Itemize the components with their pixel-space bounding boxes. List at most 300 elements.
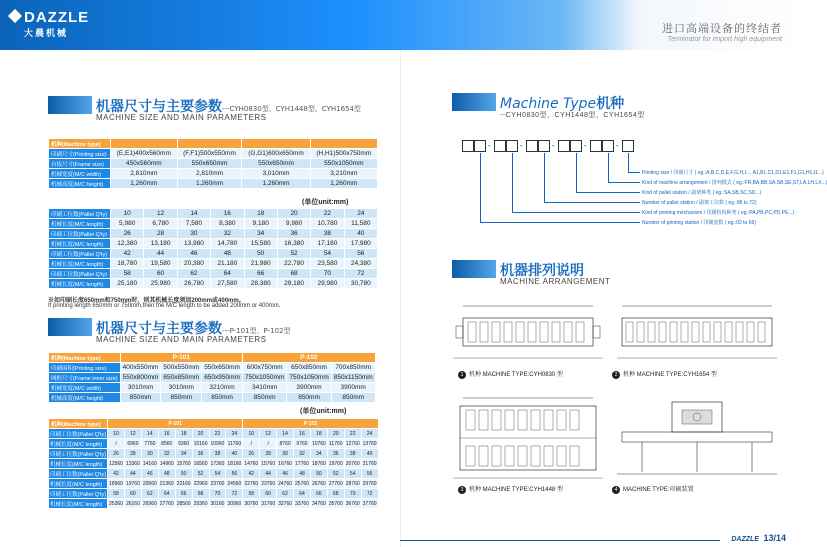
leader-line: [544, 202, 640, 203]
leader-line: [544, 153, 545, 202]
table-cell: 17,980: [344, 239, 377, 249]
arrangement-title-en: MACHINE ARRANGEMENT: [500, 277, 611, 286]
table-cell: 500x550mm: [161, 363, 202, 373]
table-cell: 14: [141, 429, 158, 439]
table-cell: 14: [277, 429, 294, 439]
table-cell: 9360: [175, 439, 192, 449]
table-cell: 14960: [159, 460, 174, 467]
drawing-printing-unit: [612, 392, 782, 484]
table-cell: 19760: [125, 480, 140, 487]
table-cell: 58: [111, 269, 144, 279]
table-cell: 14760: [244, 460, 259, 467]
table-cell: 3410mm: [242, 383, 286, 393]
table-cell: 850mm: [331, 393, 375, 403]
table-cell: 24: [226, 429, 243, 439]
table-cell: 23760: [210, 480, 225, 487]
table-cell: 40: [361, 449, 378, 459]
table-cell: 18,780: [111, 259, 144, 269]
table-cell: 24560: [227, 480, 242, 487]
footer-brand: DAZZLE: [731, 536, 759, 543]
table-cell: 9,980: [277, 219, 310, 229]
table-cell: 15760: [176, 460, 191, 467]
table-cell: 56: [226, 469, 243, 479]
caption-printing-unit: 4 MACHINE TYPE:印刷装置: [612, 484, 694, 494]
legend-item: Kind of printing mechanism / 印刷机构种类 ( eg.:PA,PB,PC,PD,PE...): [642, 210, 795, 216]
table-cell: 21,180: [211, 259, 244, 269]
leader-line: [512, 153, 513, 212]
table-cell: 66: [175, 489, 192, 499]
table-cell: 62: [277, 489, 294, 499]
table-cell: 11760: [227, 440, 242, 447]
table-cell: 机械高度(M/C height): [49, 179, 111, 189]
table-cell: 33760: [295, 500, 309, 507]
table-cell: 21360: [159, 480, 174, 487]
table-cell: 10: [108, 429, 125, 439]
table-cell: 22: [209, 429, 226, 439]
table-cell: 13360: [125, 460, 140, 467]
table-cell: 3900mm: [331, 383, 375, 393]
table-cell: 22160: [176, 480, 191, 487]
table-cell: 1,260mm: [111, 179, 178, 189]
section1-title-en: MACHINE SIZE AND MAIN PARAMETERS: [96, 113, 267, 122]
table-cell: 印刷工位数(Pallet Q'ty): [49, 429, 108, 439]
machine-type-models: --CYH0830型、CYH1448型、CYH1654型: [500, 112, 645, 119]
table-row: [49, 469, 379, 479]
table-cell: 32: [158, 449, 175, 459]
table-cell: 28,380: [244, 279, 277, 289]
table-cell: 28760: [345, 480, 360, 487]
table-cell: 68: [192, 489, 209, 499]
table-cell: 台板尺寸(Frame size): [49, 159, 111, 169]
table-cell: 印刷工位数(Pallet Q'ty): [49, 489, 108, 499]
table-cell: 12760: [345, 440, 360, 447]
table-cell: 29760: [362, 480, 377, 487]
table-cell: 15,580: [244, 239, 277, 249]
table-cell: 550x650mm: [242, 159, 310, 169]
table-cell: 550x1050mm: [310, 159, 377, 169]
caption-cyh1654: 2 机种 MACHINE TYPE:CYH1654 型: [612, 369, 717, 379]
table-cell: 26: [243, 449, 260, 459]
table-cell: 42: [111, 249, 144, 259]
table-cell: 17760: [295, 460, 309, 467]
table-cell: 19760: [328, 460, 343, 467]
tagline-cn: 进口高端设备的终结者: [662, 22, 782, 35]
table-cell: 26: [108, 449, 125, 459]
table-cell: 23760: [261, 480, 276, 487]
table-cell: 58: [243, 489, 260, 499]
table-cell: 32: [294, 449, 311, 459]
table-row: [49, 219, 378, 229]
table-cell: 机械高度(M/C height): [49, 393, 121, 403]
table-cell: 30160: [210, 500, 225, 507]
table-cell: 28: [144, 229, 177, 239]
table-cell: 1,260mm: [242, 179, 310, 189]
table-cell: 18960: [109, 480, 123, 487]
table-cell: 62: [177, 269, 210, 279]
table-cell: 机械长度(M/C length): [49, 219, 111, 229]
section1-note-cn: ※如印刷长度650mm和750mm时，则其机械长度须加200mm或400mm。: [48, 298, 245, 304]
arrangement-title: 机器排列说明: [500, 263, 584, 279]
brand-logo: [12, 9, 89, 39]
table-cell: 网框尺寸(Frame inner size): [49, 373, 121, 383]
table-row: [49, 439, 379, 449]
heading-bar: [452, 93, 496, 111]
table-cell: 10160: [193, 440, 208, 447]
drawing-cyh1654: [612, 298, 782, 368]
table-cell: 60: [260, 489, 277, 499]
table-cell: 8,380: [211, 219, 244, 229]
table-cell: 29360: [193, 500, 208, 507]
table-row: [49, 229, 378, 239]
table-cell: 56: [344, 249, 377, 259]
table-cell: 48: [158, 469, 175, 479]
leader-line: [480, 222, 640, 223]
table-row: [49, 363, 376, 373]
table-cell: 17360: [210, 460, 225, 467]
table-row: [49, 159, 378, 169]
table-cell: 6960: [124, 439, 141, 449]
leader-line: [576, 153, 577, 192]
table-cell: 22: [344, 429, 361, 439]
table-cell: P-101: [108, 419, 243, 429]
table-cell: 12: [260, 429, 277, 439]
table-cell: 20560: [142, 480, 157, 487]
table-cell: 10: [243, 429, 260, 439]
table-cell: 10960: [210, 440, 225, 447]
table-cell: 印刷工位数(Pallet Q'ty): [49, 449, 108, 459]
caption-cyh1448: 3 机种 MACHINE TYPE:CYH1448 型: [458, 484, 563, 494]
table-cell: 650x850mm: [287, 363, 331, 373]
table-cell: 15760: [261, 460, 276, 467]
table-cell: 400x550mm: [120, 363, 161, 373]
table-row: [49, 279, 378, 289]
table-cell: 46: [277, 469, 294, 479]
table-cell: 26960: [142, 500, 157, 507]
table-cell: 18: [244, 209, 277, 219]
table-cell: 650x850mm: [161, 373, 202, 383]
table-cell: 11,580: [344, 219, 377, 229]
table-cell: 18760: [311, 460, 326, 467]
table-cell: 20,380: [177, 259, 210, 269]
table-cell: 25,980: [144, 279, 177, 289]
table-cell: 16560: [193, 460, 208, 467]
table-cell: (F,F1)500x550mm: [177, 149, 242, 159]
table-cell: P-102: [242, 353, 375, 363]
table-row: [49, 169, 378, 179]
table-cell: 46: [141, 469, 158, 479]
table-cell: 54: [311, 249, 344, 259]
table-cell: 26760: [311, 480, 326, 487]
table-cell: 50: [175, 469, 192, 479]
table-cell: 16: [294, 429, 311, 439]
table-cell: 印刷工位数(Pallet Q'ty): [49, 269, 111, 279]
brochure-spread: DAZZLE 大晨机械 进口高端设备的终结者 Terminator for import high equipment 机器尺寸与主要参数---CYH0830型、CYH1448型、CYH1654型 MACHINE SIZE AND MAIN PARAMETERS 机种(Machine type) 印刷尺寸(Printing size) (E,E1)400x560mm (F,F1)500x550mm (G,G1)600x650mm (H,H1)500x750mm 台板尺寸(Frame size) 450x560mm 550x650mm 550x650mm 550x1050mm 机械宽度(M/C width) 2,810mm 2,810mm 3,010mm 3,210mm 机械高度(M/C height) 1,260mm 1,260mm 1,260mm 1,260mm (单位unit:mm) 印刷工位数(Pallet Q'ty) 10 12 14 16 18 20 22 24 机械长度(M/C length) 5,980 6,780 7,580 8,380 9,180 9,980 10,780 11,580 印刷工位数(Pallet Q'ty) 26 28 30 32 34 36 38 40 机械长度(M/C length) 12,380 13,180 13,980 14,780 15,580 16,380 17,180 17,980 印刷工位数(Pallet Q'ty) 42 44 46 48 50 52 54 56 机械长度(M/C length) 18,780 19,580 20,380 21,180 21,980 22,780 23,580 24,380 印刷工位数(Pallet Q'ty) 58 60 62 64 66 68 70 72 机械长度(M/C length) 25,180 25,980 26,780 27,580 28,380 29,180 29,980 30,780 ※如印刷长度650mm和750mm时，则其机械长度须加200mm或400mm。 If printing length 650mm or 750mm,then the M/C length to be added 200mm or 400mm. 机器尺寸与主要参数---P-101型、P-102型 MACHINE SIZE AND MAIN PARAMETERS 机种(Machine type) P-101 P-102 印刷面积(Printing size) 400x550mm 500x550mm 550x650mm 600x750mm 650x850mm 700x850mm 网框尺寸(Frame inner size) 550x800mm 650x850mm 650x950mm 750x1050mm 750x1050mm 850x1150mm 机械宽度(M/C width) 3010mm 3010mm 3210mm 3410mm 3900mm 3900mm 机械高度(M/C height) 850mm 850mm 850mm 850mm 850mm 850mm (单位unit:mm) 机种(Machine type) P-101 P-102 印刷工位数(Pallet Q'ty) 10 12 14 16 18 20 22 24 10 12 14 16 18 20 22 24 机械长度(M/C length) / 6960 7760 8560 9360 10160 10960 11760 / / 8760 9760 10760 11760 12760 13760 印刷工位数(Pallet Q'ty) 26 28 30 32 34 36 38 40 26 28 30 32 34 36 38 40 机械长度(M/C length) 12560 13360 14160 14960 15760 16560 17360 18160 14760 15760 16760 17760 18760 19760 20760 21760 印刷工位数(Pallet Q'ty) 42 44 46 48 50 52 54 56 42 44 46 48 50 52 54 56 机械长度(M/C length) 18960 19760 20560 21360 22160 22960 23760 24560 22760 23760 24760 25760 26760 27760 28760 29760 印刷工位数(Pallet Q'ty) 58 60 62 64 66 68 70 72 58 60 62 64 66 68 70 72 机械长度(M/C length) 25360 26160 26960 27760 28560 29360 30160 30960 30760 31760 32760 33760 34760 35760 36760 37760 Machine Type机种 --CYH0830型、CYH1448型、CYH1654型 - - - - - Printing size / 印刷尺寸 ( eg.:A,B,C,D,E,F,G,H,I..., A1,B1,C1,D1,E1,F1,G1,H1,I1...) Kind of machine arrangement / 排列模式 ( eg.:FR,BA,BB,SA,SB,SE,ST,LA,LH,LX...) Kind of pallet station / 副架种类 ( eg.:SA,SB,SC,SD...) Number of pallet station / 副架工位数 ( eg.:08 to 72) Kind of printing mechanism / 印刷机构种类 ( eg.:PA,PB,PC,PD,PE...) Number of printing station / 印刷套数 ( eg.:02 to 66) 机器排列说明 MACHINE ARRANGEMENT 1 机种 MACHINE TYPE:CYH0830 型 2 机种 MACHINE TYPE:CYH1654 型 3 机种 MACHINE TYPE:CYH1448 型 4 MACHINE TYPE:印刷装置 DAZZLE 13/14: [0, 0, 800, 547]
page-numbers: 13/14: [763, 533, 786, 543]
table-cell: 40: [226, 449, 243, 459]
table-cell: 18: [175, 429, 192, 439]
table-row: [49, 429, 379, 439]
table-cell: 26160: [125, 500, 140, 507]
table-cell: 44: [124, 469, 141, 479]
table-cell: (H,H1)500x750mm: [310, 149, 377, 159]
table-cell: 10,780: [311, 219, 344, 229]
drawing-cyh1448: [448, 392, 608, 484]
table-cell: 24: [344, 209, 377, 219]
table-cell: 550x650mm: [177, 159, 242, 169]
section2-length-table: [48, 418, 379, 509]
table-cell: 27760: [159, 500, 174, 507]
table-cell: 机种(Machine type): [49, 353, 121, 363]
table-cell: 44: [260, 469, 277, 479]
table-row: [49, 383, 376, 393]
table-cell: 11760: [329, 440, 343, 447]
table-cell: 28: [260, 449, 277, 459]
table-cell: 34: [175, 449, 192, 459]
table-cell: 68: [327, 489, 344, 499]
table-cell: 24,380: [344, 259, 377, 269]
table-row: [49, 249, 378, 259]
table-cell: P-102: [243, 419, 378, 429]
table-cell: 550x800mm: [120, 373, 161, 383]
table-cell: 38: [209, 449, 226, 459]
table-cell: 3,010mm: [242, 169, 310, 179]
table-cell: /: [108, 439, 125, 449]
table-cell: 850mm: [242, 393, 286, 403]
table-cell: 25360: [109, 500, 123, 507]
table-cell: /: [243, 439, 260, 449]
table-cell: 60: [144, 269, 177, 279]
table-cell: (E,E1)400x560mm: [111, 149, 178, 159]
table-cell: 54: [344, 469, 361, 479]
table-cell: 12: [144, 209, 177, 219]
table-cell: 66: [310, 489, 327, 499]
table-cell: 37760: [362, 500, 377, 507]
table-cell: 60: [124, 489, 141, 499]
table-cell: 34: [244, 229, 277, 239]
section1-title: 机器尺寸与主要参数---CYH0830型、CYH1448型、CYH1654型: [96, 99, 361, 115]
table-cell: 30,780: [344, 279, 377, 289]
table-cell: [242, 139, 310, 149]
table-cell: 50: [310, 469, 327, 479]
table-cell: 70: [344, 489, 361, 499]
table-cell: 机械宽度(M/C width): [49, 169, 111, 179]
table-cell: 850mm: [120, 393, 161, 403]
leader-line: [608, 153, 609, 182]
table-cell: 机械长度(M/C length): [49, 459, 108, 469]
table-cell: 25760: [295, 480, 309, 487]
table-cell: 30: [277, 449, 294, 459]
table-cell: 27,580: [211, 279, 244, 289]
table-cell: 38: [311, 229, 344, 239]
table-cell: 13760: [362, 440, 377, 447]
table-cell: 27760: [328, 480, 343, 487]
caption-cyh0830: 1 机种 MACHINE TYPE:CYH0830 型: [458, 369, 563, 379]
leader-line: [608, 182, 640, 183]
table-row: [49, 479, 379, 489]
table-cell: 机械长度(M/C length): [49, 439, 108, 449]
table-cell: 34: [310, 449, 327, 459]
brand-name-en: DAZZLE: [24, 9, 90, 26]
table-cell: 9,180: [244, 219, 277, 229]
table-row: [49, 353, 376, 363]
table-cell: 12,380: [111, 239, 144, 249]
table-row: [49, 449, 379, 459]
table-cell: 14: [177, 209, 210, 219]
table-cell: 36: [277, 229, 310, 239]
table-cell: 2,810mm: [177, 169, 242, 179]
table-cell: 64: [211, 269, 244, 279]
table-cell: 3,210mm: [310, 169, 377, 179]
table-cell: 18160: [227, 460, 242, 467]
tagline: [662, 20, 782, 43]
table-cell: 52: [192, 469, 209, 479]
table-row: [49, 373, 376, 383]
leader-line: [576, 192, 640, 193]
table-row: [49, 499, 379, 509]
table-row: [49, 489, 379, 499]
footer-rule: [400, 540, 720, 541]
table-cell: 52: [327, 469, 344, 479]
table-cell: 16: [158, 429, 175, 439]
table-cell: 20: [277, 209, 310, 219]
machine-type-title: Machine Type机种: [500, 96, 625, 112]
table-cell: 64: [158, 489, 175, 499]
table-cell: 2,810mm: [111, 169, 178, 179]
table-cell: 850mm: [287, 393, 331, 403]
table-cell: 22760: [244, 480, 259, 487]
table-cell: 3210mm: [202, 383, 243, 393]
table-cell: 印刷工位数(Pallet Q'ty): [49, 249, 111, 259]
heading-bar: [48, 318, 92, 336]
table-cell: 5,980: [111, 219, 144, 229]
table-cell: 机械长度(M/C length): [49, 239, 111, 249]
table-cell: 24: [361, 429, 378, 439]
table-cell: 16760: [278, 460, 293, 467]
table-cell: 62: [141, 489, 158, 499]
legend-item: Number of pallet station / 副架工位数 ( eg.:08 to 72): [642, 200, 757, 206]
table-cell: 8560: [158, 439, 175, 449]
table-cell: P-101: [120, 353, 242, 363]
table-cell: 印刷尺寸(Printing size): [49, 149, 111, 159]
table-cell: 72: [344, 269, 377, 279]
table-cell: 22960: [193, 480, 208, 487]
table-cell: 17,180: [311, 239, 344, 249]
table-cell: 机械长度(M/C length): [49, 479, 108, 489]
table-cell: 7,580: [177, 219, 210, 229]
table-cell: 70: [209, 489, 226, 499]
table-row: [49, 239, 378, 249]
leader-line: [628, 153, 629, 172]
leader-line: [512, 212, 640, 213]
table-cell: 20760: [345, 460, 360, 467]
table-cell: 机种(Machine type): [49, 419, 108, 429]
page-footer: [731, 533, 786, 543]
table-cell: (G,G1)600x650mm: [242, 149, 310, 159]
table-row: [49, 459, 379, 469]
table-cell: 23,580: [311, 259, 344, 269]
section1-size-table: [48, 138, 378, 189]
table-cell: 30: [177, 229, 210, 239]
heading-bar: [48, 96, 92, 114]
table-cell: 700x850mm: [331, 363, 375, 373]
table-cell: 36760: [345, 500, 360, 507]
table-cell: 64: [294, 489, 311, 499]
table-cell: 44: [144, 249, 177, 259]
table-cell: 50: [244, 249, 277, 259]
table-cell: 10760: [311, 440, 326, 447]
table-cell: 28560: [176, 500, 191, 507]
table-cell: 31760: [261, 500, 276, 507]
legend-item: Printing size / 印刷尺寸 ( eg.:A,B,C,D,E,F,G,H,I..., A1,B1,C1,D1,E1,F1,G1,H1,I1...): [642, 170, 824, 176]
table-cell: 24760: [278, 480, 293, 487]
table-cell: 26,780: [177, 279, 210, 289]
table-cell: 26: [111, 229, 144, 239]
table-cell: 21,980: [244, 259, 277, 269]
table-row: [49, 259, 378, 269]
table-cell: 12: [124, 429, 141, 439]
table-cell: 70: [311, 269, 344, 279]
table-cell: [111, 139, 178, 149]
table-cell: 72: [361, 489, 378, 499]
table-cell: 机械长度(M/C length): [49, 499, 108, 509]
table-cell: 56: [361, 469, 378, 479]
table-cell: 18: [310, 429, 327, 439]
table-cell: 13,180: [144, 239, 177, 249]
table-cell: 34760: [311, 500, 326, 507]
table-cell: [177, 139, 242, 149]
table-cell: 22: [311, 209, 344, 219]
table-cell: 12560: [109, 460, 123, 467]
table-cell: 1,260mm: [310, 179, 377, 189]
table-cell: 6,780: [144, 219, 177, 229]
table-row: [49, 179, 378, 189]
section2-size-table: [48, 352, 376, 403]
table-cell: 3010mm: [161, 383, 202, 393]
table-cell: 850x1150mm: [331, 373, 375, 383]
table-cell: 16,380: [277, 239, 310, 249]
table-cell: 42: [243, 469, 260, 479]
legend-item: Kind of machine arrangement / 排列模式 ( eg.:FR,BA,BB,SA,SB,SE,ST,LA,LH,LX...): [642, 180, 827, 186]
table-cell: 30: [141, 449, 158, 459]
table-cell: 32760: [278, 500, 293, 507]
table-cell: 3010mm: [120, 383, 161, 393]
table-cell: 22,780: [277, 259, 310, 269]
table-cell: 42: [108, 469, 125, 479]
table-cell: 印刷面积(Printing size): [49, 363, 121, 373]
table-cell: 40: [344, 229, 377, 239]
table-cell: 46: [177, 249, 210, 259]
table-cell: 机种(Machine type): [49, 139, 111, 149]
table-cell: 29,980: [311, 279, 344, 289]
table-cell: 36: [192, 449, 209, 459]
table-cell: 72: [226, 489, 243, 499]
section2-unit: (单位unit:mm): [300, 408, 347, 415]
table-cell: 38: [344, 449, 361, 459]
table-row: [49, 139, 378, 149]
table-row: [49, 393, 376, 403]
table-cell: 550x650mm: [202, 363, 243, 373]
section1-length-table: [48, 208, 378, 289]
table-row: [49, 149, 378, 159]
table-cell: 54: [209, 469, 226, 479]
section1-note-en: If printing length 650mm or 750mm,then the M/C length to be added 200mm or 400mm.: [48, 303, 281, 309]
legend-item: Number of printing station / 印刷套数 ( eg.:02 to 66): [642, 220, 756, 226]
table-cell: 20: [192, 429, 209, 439]
table-cell: 21760: [362, 460, 377, 467]
table-cell: 450x560mm: [111, 159, 178, 169]
table-cell: 68: [277, 269, 310, 279]
section2-title: 机器尺寸与主要参数---P-101型、P-102型: [96, 321, 291, 337]
